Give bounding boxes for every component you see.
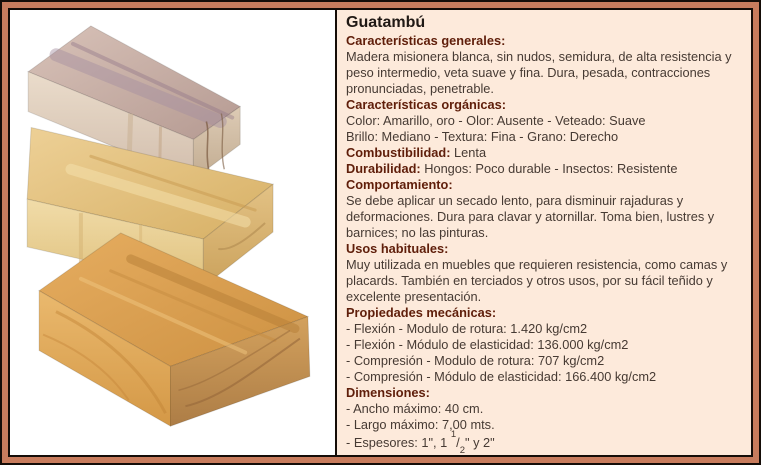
section-heading: Características generales: bbox=[346, 33, 506, 48]
section-heading: Dimensiones: bbox=[346, 385, 430, 400]
wood-planks-image bbox=[10, 10, 337, 455]
section-heading: Comportamiento: bbox=[346, 177, 453, 192]
section-line: Se debe aplicar un secado lento, para disminuir rajaduras y deformaciones. Dura para clavar y atornillar. Toma bien, lustres y barnices; no las pinturas. bbox=[346, 193, 715, 240]
section-line: - Ancho máximo: 40 cm. bbox=[346, 401, 484, 416]
section-heading: Características orgánicas: bbox=[346, 97, 507, 112]
info-panel bbox=[337, 10, 751, 455]
sections bbox=[346, 33, 747, 455]
section-heading: Usos habituales: bbox=[346, 241, 449, 256]
section-line: - Largo máximo: 7,00 mts. bbox=[346, 417, 495, 432]
page-title: Guatambú bbox=[346, 14, 426, 31]
section-heading: Propiedades mecánicas: bbox=[346, 305, 497, 320]
section-line: Madera misionera blanca, sin nudos, semidura, de alta resistencia y peso intermedio, veta suave y fina. Dura, pesada, contracciones pronunciadas, penetrable. bbox=[346, 49, 732, 96]
section-line: - Espesores: 1", 1 $^1/_2$" y 2" bbox=[346, 429, 495, 455]
section-line: Brillo: Mediano - Textura: Fina - Grano: Derecho bbox=[346, 129, 619, 144]
section-line: Combustibilidad: Lenta bbox=[346, 145, 487, 160]
section-line: Muy utilizada en muebles que requieren resistencia, como camas y placards. También en terciados y otros usos, por su fácil teñido y excelente presentación. bbox=[346, 257, 728, 304]
section-line: - Flexión - Modulo de rotura: 1.420 kg/cm2 bbox=[346, 321, 588, 336]
plank-bottom bbox=[39, 233, 310, 426]
wood-planks-illustration bbox=[11, 10, 334, 454]
section-line: - Compresión - Módulo de elasticidad: 166.400 kg/cm2 bbox=[346, 369, 657, 384]
section-line: Durabilidad: Hongos: Poco durable - Insectos: Resistente bbox=[346, 161, 678, 176]
section-line: Color: Amarillo, oro - Olor: Ausente - Veteado: Suave bbox=[346, 113, 646, 128]
card-inner bbox=[8, 8, 753, 457]
section-line: - Flexión - Módulo de elasticidad: 136.000 kg/cm2 bbox=[346, 337, 629, 352]
section-line: - Compresión - Modulo de rotura: 707 kg/cm2 bbox=[346, 353, 605, 368]
